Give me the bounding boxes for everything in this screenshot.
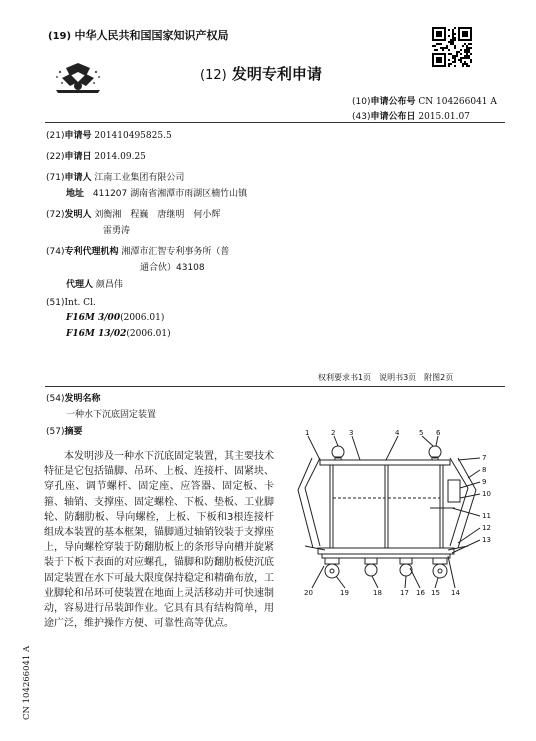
applicant: 江南工业集团有限公司	[94, 173, 185, 183]
drawing-label-2: 2	[331, 429, 336, 437]
filing-code: (22)	[46, 152, 65, 162]
doc-type	[200, 63, 322, 84]
abstract-heading	[46, 424, 83, 437]
applicant-line	[46, 170, 184, 183]
pub-date-label: 申请公布日	[370, 112, 416, 122]
application-number-line	[46, 128, 172, 141]
app-no-code: (21)	[46, 131, 65, 141]
app-no-label: 申请号	[64, 131, 92, 141]
ipc-line-1	[66, 313, 164, 323]
drawing-label-13: 13	[482, 536, 491, 544]
inventor-label: 发明人	[64, 210, 92, 220]
drawing-label-9: 9	[482, 478, 487, 486]
title-label: 发明名称	[64, 394, 101, 404]
drawing-label-19: 19	[340, 589, 349, 597]
drawing-label-15: 15	[431, 589, 440, 597]
applicant-code: (71)	[46, 173, 65, 183]
drawing-label-5: 5	[419, 429, 424, 437]
drawing-label-3: 3	[349, 429, 354, 437]
ipc2-ver: (2006.01)	[126, 329, 171, 339]
pages-info: 权利要求书1页 说明书3页 附图2页	[318, 373, 454, 382]
inventor-line	[46, 207, 220, 220]
qr-code-icon	[432, 27, 472, 67]
drawing-label-17: 17	[400, 589, 409, 597]
intcl-code: (51)	[46, 298, 65, 308]
filing-date-line	[46, 149, 146, 162]
doc-type-title: 发明专利申请	[231, 65, 322, 83]
ipc-line-2	[66, 329, 171, 339]
applicant-label: 申请人	[64, 173, 92, 183]
drawing-label-11: 11	[482, 512, 491, 520]
drawing-label-16: 16	[416, 589, 425, 597]
drawing-label-7: 7	[482, 454, 487, 462]
filing-date: 2014.09.25	[94, 152, 146, 162]
address: 411207 湖南省湘潭市雨湖区楠竹山镇	[92, 189, 248, 199]
abstract-code: (57)	[46, 427, 65, 437]
ipc2-code: F16M 13/02	[66, 329, 127, 339]
pub-no-code: (10)	[352, 97, 371, 107]
title-code: (54)	[46, 394, 65, 404]
drawing-label-8: 8	[482, 466, 487, 474]
abstract-label: 摘要	[64, 427, 83, 437]
pub-number-line	[352, 94, 497, 107]
invention-title: 一种水下沉底固定装置	[66, 410, 157, 420]
inventors-line2: 雷勇涛	[103, 226, 131, 236]
agency-line	[46, 244, 229, 257]
agent-label: 代理人	[66, 280, 94, 290]
drawing-label-14: 14	[451, 589, 460, 597]
side-publication-number: CN 104266041 A	[22, 645, 32, 720]
app-no: 201410495825.5	[94, 131, 172, 141]
agent: 颜昌伟	[95, 280, 123, 290]
abstract-text: 本发明涉及一种水下沉底固定装置，其主要技术特征是它包括锚脚、吊环、上板、连接杆、固紧块、穿孔座、调节螺杆、固定座、应答器、固定板、卡箍、轴销、支撑座、固定螺栓、下板、垫板、工业脚轮、防翻肋板、导向螺栓，上板、下板和3根连接杆组成本装置的基本框架，锚脚通过轴销铰装于支撑座上，导向螺栓穿装于防翻肋板上的条形导向槽并旋紧装于下板下表面的对应螺孔，锚脚和防翻肋板使沉底固定装置在水下可最大限度保持稳定和精确布放，工业脚轮和吊环可使装置在地面上灵活移动并可快速制动，容易进行吊装卸作业。它具有具有结构简单，用途广泛，维护操作方便、可靠性高等优点。	[44, 451, 274, 630]
inventors-line1: 刘衡湘 程巍 唐继明 何小辉	[94, 210, 221, 220]
doc-type-code: (12)	[200, 68, 227, 83]
pub-no-label: 申请公布号	[370, 97, 416, 107]
section-divider	[45, 386, 505, 387]
pub-no: CN 104266041 A	[418, 97, 497, 107]
agent-line	[66, 277, 123, 290]
ipc1-code: F16M 3/00	[66, 313, 121, 323]
filing-label: 申请日	[64, 152, 92, 162]
drawing-label-12: 12	[482, 524, 491, 532]
intcl-label: Int. Cl.	[64, 298, 96, 308]
pub-date-code: (43)	[352, 112, 371, 122]
authority-line	[48, 27, 229, 43]
pub-date-line	[352, 109, 470, 122]
inventor-code: (72)	[46, 210, 65, 220]
drawing-label-6: 6	[436, 429, 441, 437]
drawing-label-20: 20	[304, 589, 313, 597]
address-label: 地址	[66, 189, 85, 199]
agency-line2: 通合伙）43108	[140, 263, 205, 273]
header-divider	[45, 122, 505, 123]
drawing-label-10: 10	[482, 490, 491, 498]
device-drawing	[290, 428, 495, 598]
authority-name: 中华人民共和国国家知识产权局	[74, 29, 229, 42]
emblem-logo-icon	[48, 60, 108, 94]
address-line	[66, 186, 247, 199]
agency-code: (74)	[46, 247, 65, 257]
agency-label: 专利代理机构	[64, 247, 119, 257]
title-heading	[46, 391, 101, 404]
drawing-label-18: 18	[373, 589, 382, 597]
drawing-label-4: 4	[395, 429, 400, 437]
drawing-label-1: 1	[305, 429, 310, 437]
agency-line1: 湘潭市汇智专利事务所（普	[121, 247, 230, 257]
authority-code: (19)	[48, 31, 72, 42]
ipc1-ver: (2006.01)	[120, 313, 165, 323]
pub-date: 2015.01.07	[418, 112, 470, 122]
intcl-line	[46, 298, 96, 308]
